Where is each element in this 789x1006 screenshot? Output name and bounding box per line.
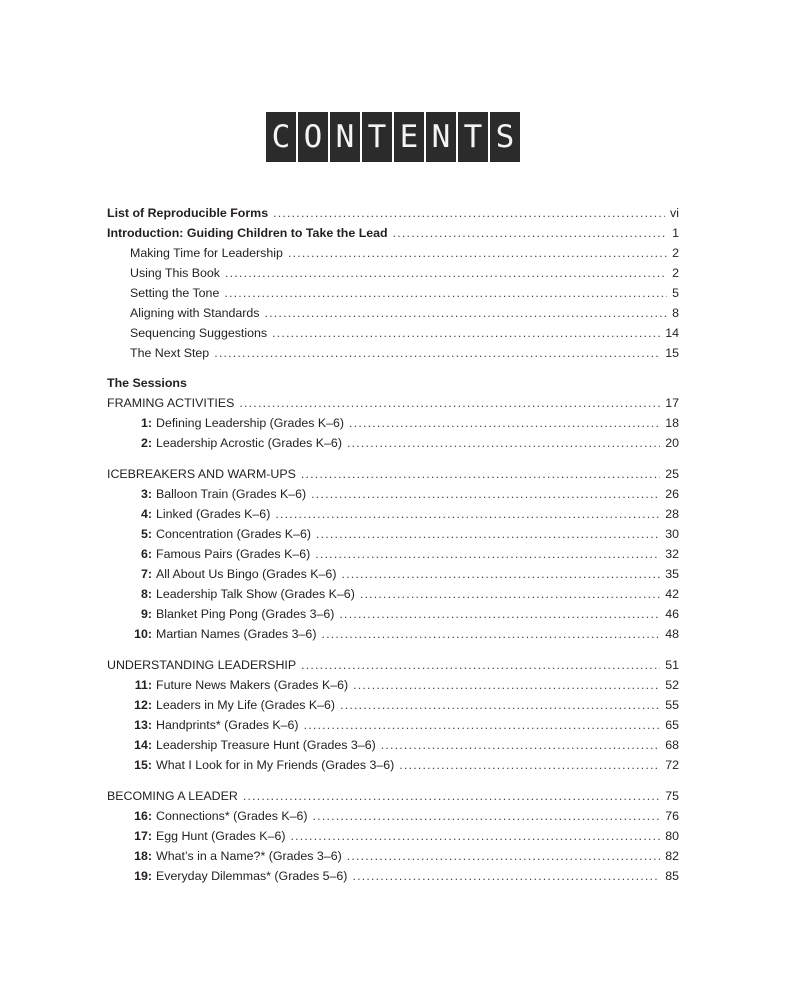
session-number: 9: [140, 607, 152, 621]
spacer [107, 453, 679, 464]
dot-leader [243, 786, 660, 806]
dot-leader [265, 303, 668, 323]
toc-entry [107, 393, 679, 413]
session-number: 16: [134, 809, 152, 823]
toc-entry [107, 464, 679, 484]
entry-title: Making Time for Leadership [130, 246, 283, 260]
title-letter-tile: N [426, 112, 456, 162]
title-letter-tile: N [330, 112, 360, 162]
page-number: 85 [665, 869, 679, 883]
page-number: 20 [665, 436, 679, 450]
page-number: 28 [665, 507, 679, 521]
dot-leader [214, 343, 660, 363]
session-number: 18: [134, 849, 152, 863]
dot-leader [301, 464, 660, 484]
session-number: 13: [134, 718, 152, 732]
dot-leader [273, 203, 665, 223]
entry-title: Leadership Treasure Hunt (Grades 3–6) [156, 738, 376, 752]
entry-title: UNDERSTANDING LEADERSHIP [107, 658, 297, 672]
entry-title: Concentration (Grades K–6) [156, 527, 311, 541]
page-number: 72 [665, 758, 679, 772]
page-number: 8 [672, 306, 679, 320]
page-number: 46 [665, 607, 679, 621]
toc-entry [107, 786, 679, 806]
spacer [107, 644, 679, 655]
dot-leader [313, 806, 661, 826]
page-number: 55 [665, 698, 679, 712]
toc-entry [107, 564, 679, 584]
page-number: 5 [672, 286, 679, 300]
toc-entry [107, 203, 679, 223]
session-number: 10: [134, 627, 152, 641]
dot-leader [272, 323, 660, 343]
dot-leader [341, 564, 660, 584]
page-number: 65 [665, 718, 679, 732]
entry-title: Defining Leadership (Grades K–6) [156, 416, 345, 430]
entry-title: BECOMING A LEADER [107, 789, 238, 803]
toc-entry [107, 604, 679, 624]
entry-title: Leaders in My Life (Grades K–6) [156, 698, 336, 712]
dot-leader [352, 866, 660, 886]
page-number: 68 [665, 738, 679, 752]
toc-entry [107, 413, 679, 433]
entry-title: The Next Step [130, 346, 210, 360]
entry-title: Introduction: Guiding Children to Take the Lead [107, 226, 388, 240]
dot-leader [393, 223, 667, 243]
title-letter-tile: S [490, 112, 520, 162]
session-number: 12: [134, 698, 152, 712]
toc-entry [107, 695, 679, 715]
session-number: 17: [134, 829, 152, 843]
dot-leader [340, 695, 660, 715]
entry-title: What I Look for in My Friends (Grades 3–6) [156, 758, 395, 772]
page-number: 42 [665, 587, 679, 601]
page-number: 30 [665, 527, 679, 541]
entry-title: Aligning with Standards [130, 306, 260, 320]
toc-entry [107, 655, 679, 675]
dot-leader [353, 675, 660, 695]
toc-entry [107, 624, 679, 644]
entry-title: List of Reproducible Forms [107, 206, 269, 220]
toc-entry [107, 755, 679, 775]
session-number: 15: [134, 758, 152, 772]
toc-entry [107, 504, 679, 524]
title-letter-tile: O [298, 112, 328, 162]
session-number: 1: [140, 416, 152, 430]
page-number: 32 [665, 547, 679, 561]
session-number: 2: [140, 436, 152, 450]
dot-leader [315, 544, 660, 564]
toc-entry [107, 323, 679, 343]
page-number: 2 [672, 266, 679, 280]
entry-title: Sequencing Suggestions [130, 326, 268, 340]
session-number: 19: [134, 869, 152, 883]
dot-leader [349, 413, 660, 433]
page-number: 51 [665, 658, 679, 672]
table-of-contents [107, 203, 679, 886]
entry-title: Leadership Acrostic (Grades K–6) [156, 436, 342, 450]
page-number: 52 [665, 678, 679, 692]
page-number: vi [670, 206, 679, 220]
toc-entry [107, 544, 679, 564]
toc-entry [107, 484, 679, 504]
entry-title: All About Us Bingo (Grades K–6) [156, 567, 337, 581]
page-number: 48 [665, 627, 679, 641]
toc-entry [107, 675, 679, 695]
toc-entry [107, 343, 679, 363]
title-letter-tile: E [394, 112, 424, 162]
entry-title: Using This Book [130, 266, 220, 280]
toc-entry [107, 735, 679, 755]
dot-leader [225, 263, 667, 283]
entry-title: What’s in a Name?* (Grades 3–6) [156, 849, 342, 863]
toc-entry [107, 263, 679, 283]
toc-entry [107, 433, 679, 453]
dot-leader [301, 655, 660, 675]
entry-title: Blanket Ping Pong (Grades 3–6) [156, 607, 335, 621]
toc-entry [107, 524, 679, 544]
title-letter-tile: T [458, 112, 488, 162]
session-number: 14: [134, 738, 152, 752]
dot-leader [290, 826, 660, 846]
toc-entry [107, 584, 679, 604]
session-number: 7: [140, 567, 152, 581]
page-number: 75 [665, 789, 679, 803]
page-number: 15 [665, 346, 679, 360]
entry-title: FRAMING ACTIVITIES [107, 396, 235, 410]
contents-title [266, 112, 520, 162]
dot-leader [275, 504, 660, 524]
title-letter-tile: T [362, 112, 392, 162]
spacer [107, 363, 679, 373]
session-number: 6: [140, 547, 152, 561]
page-number: 35 [665, 567, 679, 581]
session-number: 4: [140, 507, 152, 521]
dot-leader [224, 283, 667, 303]
session-number: 3: [140, 487, 152, 501]
toc-entry [107, 826, 679, 846]
dot-leader [239, 393, 660, 413]
dot-leader [339, 604, 660, 624]
spacer [107, 775, 679, 786]
page-number: 82 [665, 849, 679, 863]
page-number: 25 [665, 467, 679, 481]
session-number: 5: [140, 527, 152, 541]
page-number: 17 [665, 396, 679, 410]
toc-entry [107, 283, 679, 303]
entry-title: Linked (Grades K–6) [156, 507, 271, 521]
session-number: 8: [140, 587, 152, 601]
title-letter-tile: C [266, 112, 296, 162]
dot-leader [311, 484, 660, 504]
dot-leader [360, 584, 660, 604]
entry-title: Setting the Tone [130, 286, 220, 300]
entry-title: Everyday Dilemmas* (Grades 5–6) [156, 869, 348, 883]
toc-entry [107, 866, 679, 886]
entry-title: Egg Hunt (Grades K–6) [156, 829, 286, 843]
entry-title: Balloon Train (Grades K–6) [156, 487, 307, 501]
toc-entry [107, 846, 679, 866]
toc-entry [107, 243, 679, 263]
dot-leader [321, 624, 660, 644]
toc-entry [107, 303, 679, 323]
dot-leader [304, 715, 661, 735]
dot-leader [399, 755, 660, 775]
page-number: 76 [665, 809, 679, 823]
sessions-heading: The Sessions [107, 376, 187, 390]
toc-entry [107, 223, 679, 243]
dot-leader [288, 243, 667, 263]
entry-title: Connections* (Grades K–6) [156, 809, 308, 823]
dot-leader [347, 433, 660, 453]
page-number: 18 [665, 416, 679, 430]
page-number: 14 [665, 326, 679, 340]
entry-title: ICEBREAKERS AND WARM-UPS [107, 467, 296, 481]
toc-entry [107, 715, 679, 735]
entry-title: Famous Pairs (Grades K–6) [156, 547, 311, 561]
dot-leader [347, 846, 660, 866]
dot-leader [316, 524, 660, 544]
toc-entry [107, 806, 679, 826]
dot-leader [381, 735, 660, 755]
page-number: 1 [672, 226, 679, 240]
entry-title: Leadership Talk Show (Grades K–6) [156, 587, 355, 601]
entry-title: Future News Makers (Grades K–6) [156, 678, 349, 692]
entry-title: Handprints* (Grades K–6) [156, 718, 299, 732]
page-number: 2 [672, 246, 679, 260]
page-number: 26 [665, 487, 679, 501]
page-number: 80 [665, 829, 679, 843]
entry-title: Martian Names (Grades 3–6) [156, 627, 317, 641]
session-number: 11: [134, 678, 152, 692]
